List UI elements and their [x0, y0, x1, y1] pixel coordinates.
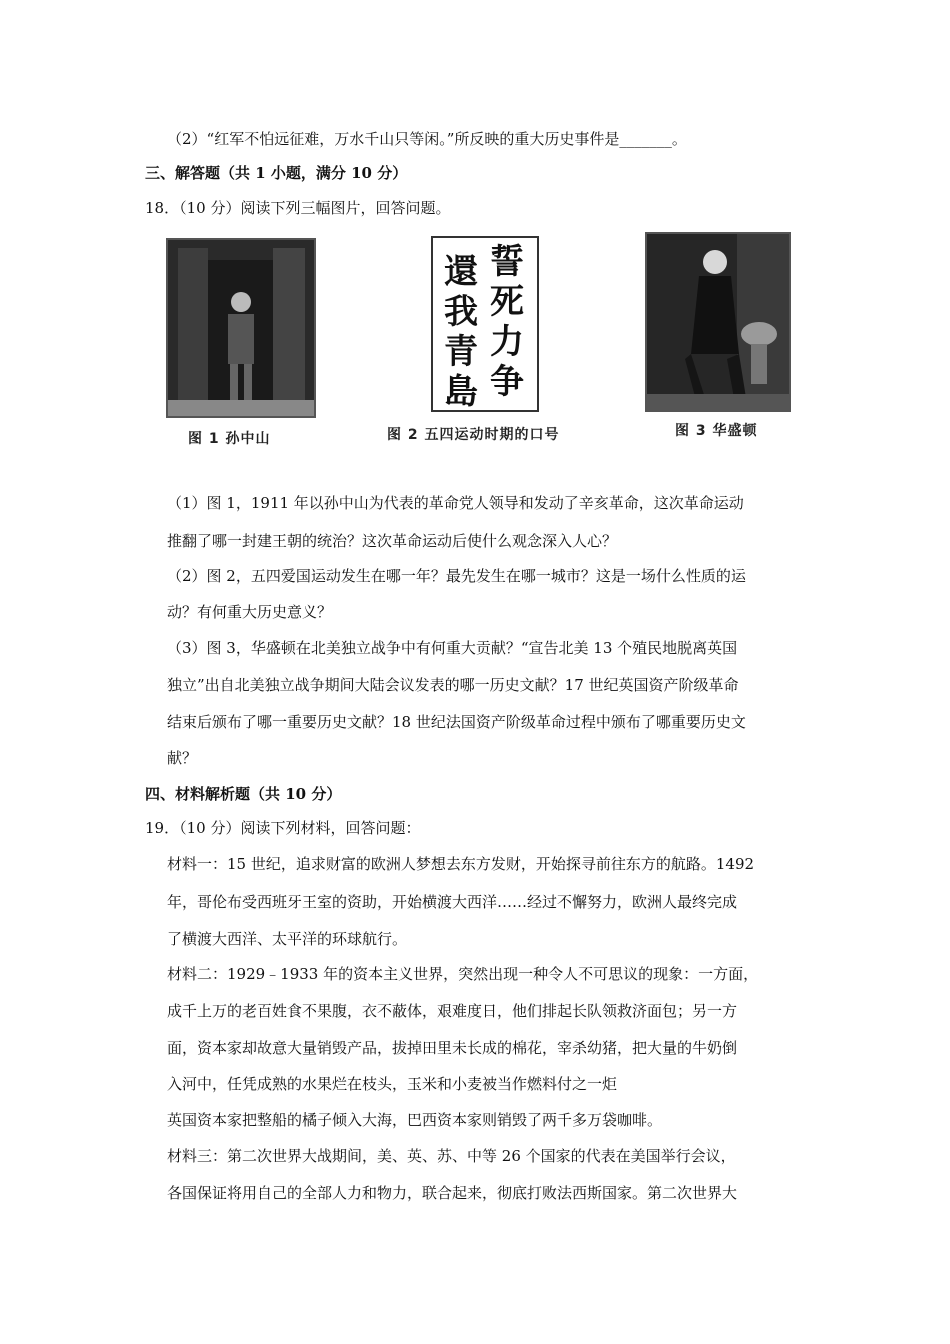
figure-3-washington — [645, 232, 795, 442]
washington-portrait — [645, 232, 791, 412]
q19-line-6: 面，资本家却故意大量销毁产品，拔掉田里未长成的棉花，宰杀幼猪，把大量的牛奶倒 — [167, 1039, 738, 1057]
q19-line-5: 成千上万的老百姓食不果腹，衣不蔽体，艰难度日，他们排起长队领救济面包；另一方 — [167, 1002, 738, 1020]
figure-1-sun-yat-sen — [166, 238, 316, 448]
slogan-board — [431, 236, 539, 412]
q19-line-1: 材料一：15 世纪，追求财富的欧洲人梦想去东方发财，开始探寻前往东方的航路。1492 — [167, 855, 755, 873]
portrait-illustration — [647, 234, 789, 410]
figure-2-slogan — [383, 236, 593, 446]
sun-yat-sen-photo — [166, 238, 316, 418]
slogan-column-right: 誓死力争 — [490, 242, 524, 402]
q18-line-1: （1）图 1，1911 年以孙中山为代表的革命党人领导和发动了辛亥革命，这次革命运动 — [167, 494, 744, 512]
slogan-column-left: 還我青島 — [444, 252, 478, 412]
q18-intro: 18．（10 分）阅读下列三幅图片，回答问题。 — [145, 199, 451, 217]
q19-line-2: 年，哥伦布受西班牙王室的资助，开始横渡大西洋……经过不懈努力，欧洲人最终完成 — [167, 893, 738, 911]
photo-illustration — [168, 240, 314, 416]
q18-line-5: （3）图 3，华盛顿在北美独立战争中有何重大贡献？“宣告北美 13 个殖民地脱离英国 — [167, 639, 738, 657]
q18-line-4: 动？有何重大历史意义？ — [167, 603, 333, 621]
q19-line-8: 英国资本家把整船的橘子倾入大海，巴西资本家则销毁了两千多万袋咖啡。 — [167, 1111, 663, 1129]
section3-title: 三、解答题（共 1 小题，满分 10 分） — [145, 164, 408, 182]
q17-part2: （2）“红军不怕远征难，万水千山只等闲。”所反映的重大历史事件是_______。 — [167, 130, 687, 148]
q18-line-3: （2）图 2，五四爱国运动发生在哪一年？最先发生在哪一城市？这是一场什么性质的运 — [167, 567, 746, 585]
q18-line-6: 独立”出自北美独立战争期间大陆会议发表的哪一历史文献？17 世纪英国资产阶级革命 — [167, 676, 739, 694]
q19-intro: 19．（10 分）阅读下列材料，回答问题： — [145, 819, 421, 837]
q19-line-7: 入河中，任凭成熟的水果烂在枝头，玉米和小麦被当作燃料付之一炬 — [167, 1075, 618, 1093]
q19-line-4: 材料二：1929﹣1933 年的资本主义世界，突然出现一种令人不可思议的现象：一方面， — [167, 965, 759, 983]
figure-1-caption: 图 1 孙中山 — [188, 431, 271, 447]
figure-3-caption: 图 3 华盛顿 — [675, 423, 758, 439]
q19-line-3: 了横渡大西洋、太平洋的环球航行。 — [167, 930, 408, 948]
q19-line-10: 各国保证将用自己的全部人力和物力，联合起来，彻底打败法西斯国家。第二次世界大 — [167, 1184, 738, 1202]
figure-2-caption: 图 2 五四运动时期的口号 — [387, 427, 560, 443]
q18-line-7: 结束后颁布了哪一重要历史文献？18 世纪法国资产阶级革命过程中颁布了哪重要历史文 — [167, 713, 746, 731]
q18-line-2: 推翻了哪一封建王朝的统治？这次革命运动后使什么观念深入人心？ — [167, 532, 618, 550]
q18-line-8: 献？ — [167, 749, 198, 767]
q19-line-9: 材料三：第二次世界大战期间，美、英、苏、中等 26 个国家的代表在美国举行会议， — [167, 1147, 736, 1165]
section4-title: 四、材料解析题（共 10 分） — [145, 785, 342, 803]
